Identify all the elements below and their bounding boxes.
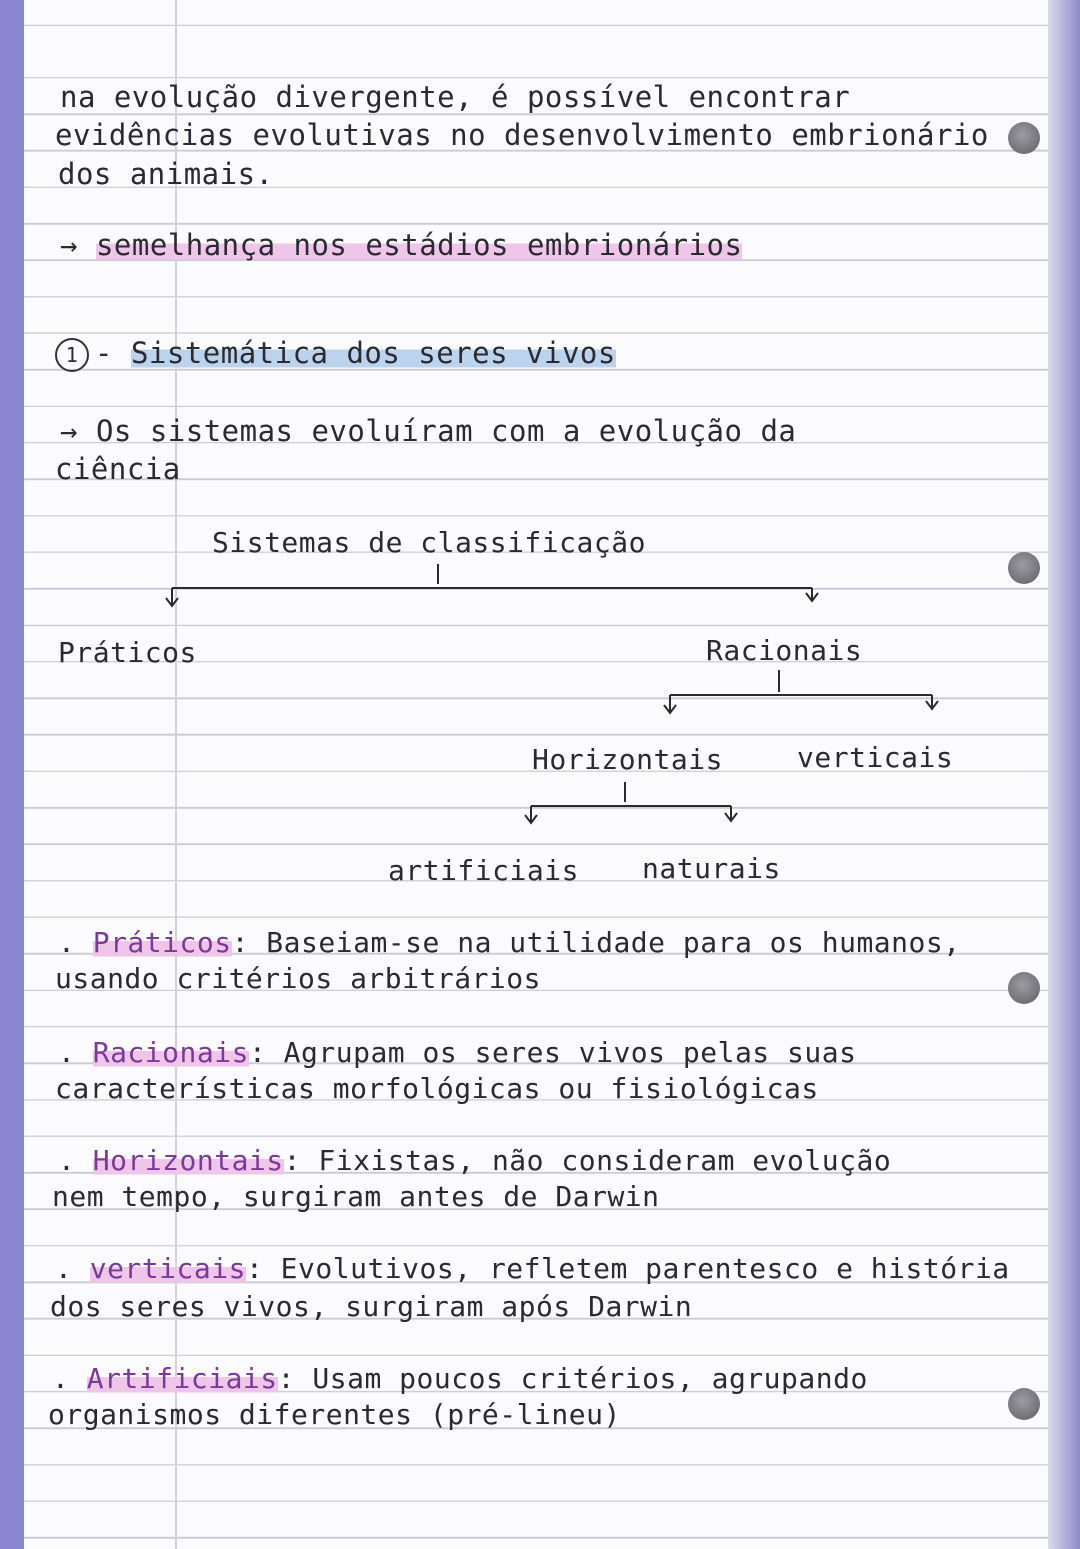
definition-line: nem tempo, surgiram antes de Darwin (52, 1180, 660, 1213)
bullet-dot: . (58, 926, 76, 959)
definition-text: Agrupam os seres vivos pelas suas (283, 1036, 857, 1069)
definition-line: usando critérios arbitrários (55, 962, 542, 995)
definition-line: dos seres vivos, surgiram após Darwin (50, 1290, 693, 1323)
definition-term: Práticos (92, 926, 232, 959)
tree-node-naturais: naturais (642, 852, 781, 885)
bullet-dot: . (55, 1252, 73, 1285)
definition-line: . Racionais: Agrupam os seres vivos pelas suas (58, 1036, 857, 1069)
tree-node-horizontais: Horizontais (532, 743, 723, 776)
bullet-dot: . (58, 1036, 76, 1069)
arrow-icon: → (60, 414, 78, 448)
definition-text: Fixistas, não consideram evolução (318, 1144, 892, 1177)
tree-node-racionais: Racionais (706, 634, 863, 667)
definition-line: . Práticos: Baseiam-se na utilidade para os humanos, (58, 926, 961, 959)
definition-text: Baseiam-se na utilidade para os humanos, (266, 926, 961, 959)
tree-node-verticais: verticais (797, 741, 954, 774)
tree-node-artificiais: artificiais (388, 854, 579, 887)
bullet-dot: . (52, 1362, 70, 1395)
definition-line: . Artificiais: Usam poucos critérios, agrupando (52, 1362, 868, 1395)
definition-text: Usam poucos critérios, agrupando (312, 1362, 868, 1395)
intro-line: na evolução divergente, é possível encontrar (60, 80, 851, 114)
point-text: Os sistemas evoluíram com a evolução da (95, 414, 797, 448)
definition-term: Horizontais (92, 1144, 284, 1177)
section-title: Sistemática dos seres vivos (130, 336, 616, 370)
definition-line: organismos diferentes (pré-lineu) (48, 1398, 621, 1431)
bullet-text: semelhança nos estádios embrionários (95, 228, 743, 262)
definition-text: Evolutivos, refletem parentesco e história (280, 1252, 1010, 1285)
definition-term: Racionais (92, 1036, 249, 1069)
arrow-icon: → (60, 228, 78, 262)
definition-term: verticais (89, 1252, 246, 1285)
intro-line: dos animais. (58, 157, 274, 191)
section-number: 1 (55, 338, 89, 372)
definition-line: . verticais: Evolutivos, refletem parentesco e história (55, 1252, 1010, 1285)
tree-root: Sistemas de classificação (212, 526, 646, 559)
heading-dash: - (95, 336, 113, 370)
definition-line: características morfológicas ou fisiológicas (55, 1072, 819, 1105)
point-text: ciência (55, 452, 181, 486)
bullet-dot: . (58, 1144, 76, 1177)
intro-line: evidências evolutivas no desenvolvimento embrionário (55, 118, 989, 152)
tree-node-praticos: Práticos (58, 636, 197, 669)
definition-line: . Horizontais: Fixistas, não consideram evolução (58, 1144, 892, 1177)
definition-term: Artificiais (86, 1362, 278, 1395)
